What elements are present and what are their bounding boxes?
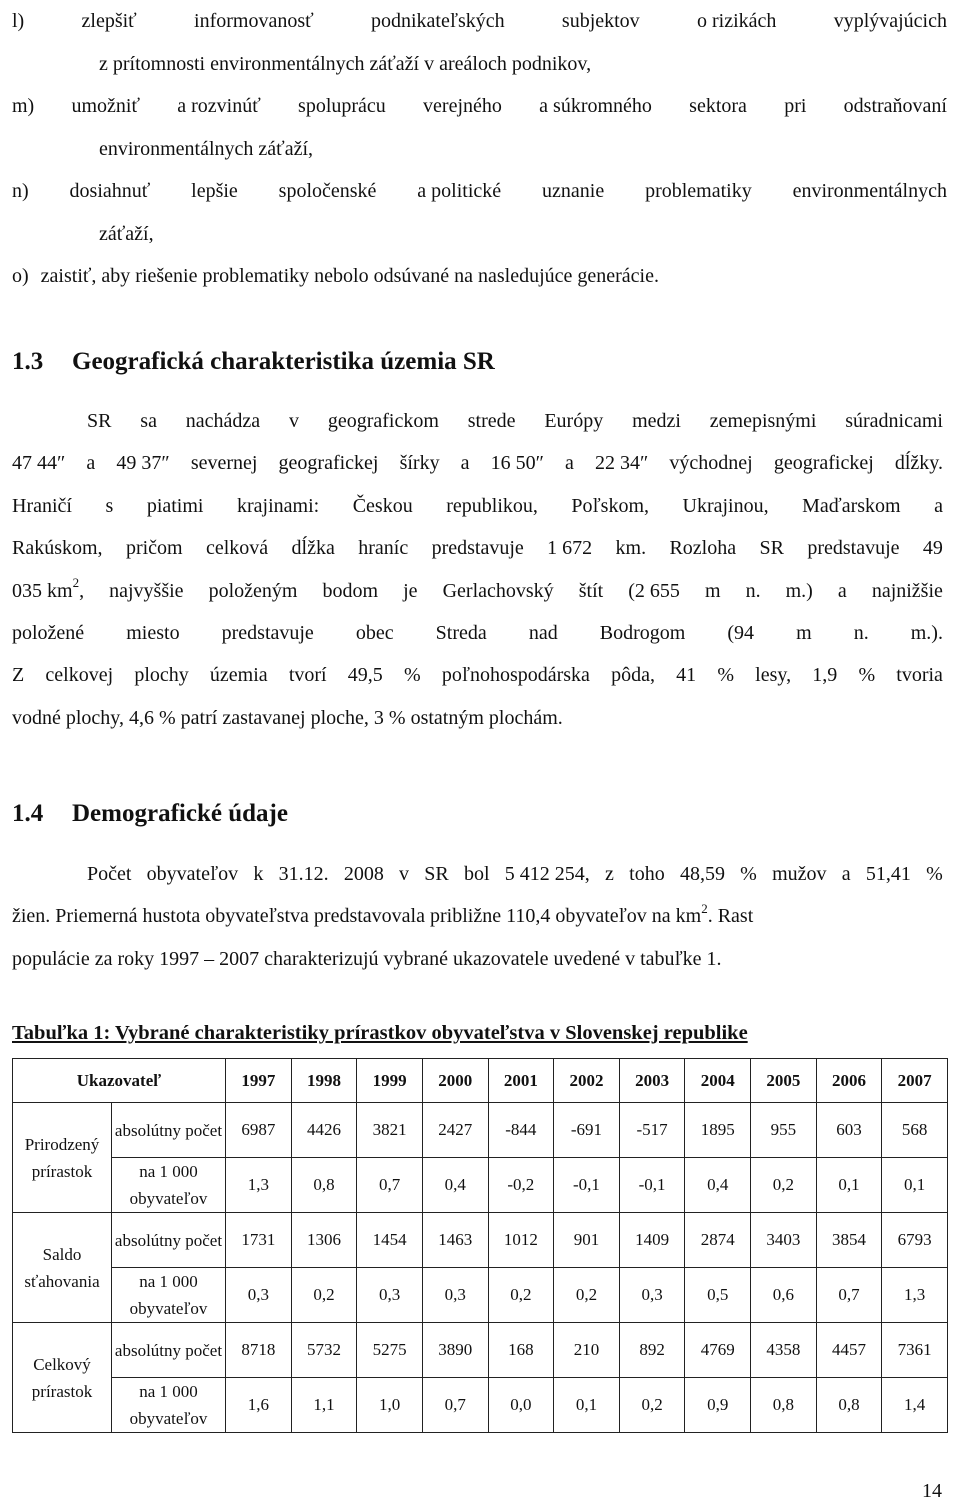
word: Maďarskom	[802, 494, 901, 517]
table-cell: 1463	[422, 1213, 488, 1268]
word: Gerlachovský	[442, 579, 554, 602]
word: Bodrogom	[599, 621, 686, 644]
word: %	[740, 863, 757, 885]
word: bodom	[322, 579, 379, 602]
table-cell: -0,1	[619, 1158, 685, 1213]
word: 31.12.	[278, 863, 329, 885]
table-row	[13, 1378, 948, 1433]
word: SR	[87, 410, 112, 432]
row-label: na 1 000 obyvateľov	[112, 1268, 226, 1323]
word: umožniť	[71, 95, 141, 117]
table-cell: 901	[554, 1213, 620, 1268]
word: miesto	[126, 621, 180, 644]
word: Rakúskom,	[12, 537, 103, 560]
table-cell: 0,2	[488, 1268, 554, 1323]
word: a súkromného	[539, 95, 652, 117]
word: a	[837, 579, 847, 602]
table-cell: -844	[488, 1103, 554, 1158]
word: a politické	[417, 180, 502, 202]
word: 49	[922, 537, 943, 560]
word: (94	[727, 621, 755, 644]
word: hraníc	[358, 537, 409, 560]
word: m.).	[910, 621, 943, 644]
table-row	[13, 1268, 948, 1323]
text-line	[12, 853, 943, 895]
word: tvorí	[288, 664, 327, 687]
table-cell: 2427	[422, 1103, 488, 1158]
text-line	[12, 442, 943, 484]
word: 41	[676, 664, 697, 687]
word: Počet	[87, 863, 132, 885]
group-label: Saldo sťahovania	[13, 1213, 112, 1323]
list-marker: l)	[12, 10, 25, 32]
table-cell: 1,4	[882, 1378, 948, 1433]
word: lepšie	[191, 180, 238, 202]
table-cell: 955	[751, 1103, 817, 1158]
word: 5 412 254,	[504, 863, 590, 885]
table-cell: 8718	[226, 1323, 292, 1378]
table-cell: 0,3	[619, 1268, 685, 1323]
text-line: populácie za roky 1997 – 2007 charakterizujú vybrané ukazovatele uvedené v tabuľke 1.	[12, 947, 722, 970]
word: 51,41	[865, 863, 911, 885]
superscript: 2	[72, 574, 80, 590]
word: sa	[140, 410, 157, 432]
list-marker: m)	[12, 95, 35, 117]
header-year: 2001	[488, 1059, 554, 1103]
list-item	[12, 170, 947, 213]
word: a	[841, 863, 851, 885]
table-cell: 892	[619, 1323, 685, 1378]
word: spoluprácu	[298, 95, 386, 117]
word: o rizikách	[696, 10, 777, 32]
word: 035 $km^2$,	[12, 574, 85, 602]
table-row	[13, 1323, 948, 1378]
word: SR	[759, 537, 784, 560]
list-item	[12, 0, 947, 43]
list-item-text: zaistiť, aby riešenie problematiky nebolo odsúvané na nasledujúce generácie.	[40, 265, 659, 287]
table-row	[13, 1213, 948, 1268]
list-item-continuation: záťaží,	[99, 222, 154, 245]
word: problematiky	[645, 180, 752, 202]
table-caption: Tabuľka 1: Vybrané charakteristiky prírastkov obyvateľstva v Slovenskej republike	[12, 1022, 748, 1044]
word: obec	[355, 621, 394, 644]
word: Streda	[435, 621, 487, 644]
word: 22 34″	[595, 452, 649, 475]
table-cell: 4426	[291, 1103, 357, 1158]
table-cell: 0,7	[422, 1378, 488, 1433]
word: podnikateľských	[370, 10, 505, 32]
table-row	[13, 1103, 948, 1158]
word: poľnohospodárska	[441, 664, 590, 687]
word: Českou	[352, 494, 413, 517]
list-item-continuation: environmentálnych záťaží,	[99, 137, 314, 160]
list-item	[12, 255, 947, 298]
word: vyplývajúcich	[833, 10, 947, 32]
word: predstavuje	[807, 537, 900, 560]
table-cell: 0,8	[291, 1158, 357, 1213]
table-cell: 0,0	[488, 1378, 554, 1433]
text-line	[12, 654, 943, 696]
text-line	[12, 570, 943, 612]
text-line	[12, 895, 943, 937]
page-number: 14	[922, 1480, 942, 1502]
word: severnej	[190, 452, 258, 475]
table-cell: 1306	[291, 1213, 357, 1268]
section-heading-demography: 1.4 Demografické údaje	[12, 800, 288, 827]
word: %	[926, 863, 943, 885]
word: km.	[615, 537, 647, 560]
word: geografickom	[327, 410, 439, 432]
word: m.)	[785, 579, 813, 602]
header-year: 2002	[554, 1059, 620, 1103]
word: plochy	[134, 664, 189, 687]
table-cell: 4769	[685, 1323, 751, 1378]
word: SR	[424, 863, 449, 885]
table-cell: 1,3	[882, 1268, 948, 1323]
row-label: na 1 000 obyvateľov	[112, 1158, 226, 1213]
table-cell: 603	[816, 1103, 882, 1158]
word: Európy	[544, 410, 604, 432]
row-label: absolútny počet	[112, 1323, 226, 1378]
word: dosiahnuť	[69, 180, 151, 202]
word: %	[403, 664, 421, 687]
word: z	[605, 863, 614, 885]
header-year: 2003	[619, 1059, 685, 1103]
table-cell: 0,5	[685, 1268, 751, 1323]
table-cell: 0,9	[685, 1378, 751, 1433]
goals-list	[12, 0, 947, 298]
text-line	[12, 612, 943, 654]
word: a rozvinúť	[177, 95, 261, 117]
header-indicator: Ukazovateľ	[13, 1059, 226, 1103]
table-cell: 5732	[291, 1323, 357, 1378]
table-cell: 1,6	[226, 1378, 292, 1433]
table-cell: 4358	[751, 1323, 817, 1378]
word: východnej	[669, 452, 753, 475]
table-cell: 1,3	[226, 1158, 292, 1213]
row-label: absolútny počet	[112, 1213, 226, 1268]
word: uznanie	[542, 180, 605, 202]
table-cell: 1,0	[357, 1378, 423, 1433]
list-item	[12, 85, 947, 128]
superscript: 2	[701, 900, 708, 916]
table-cell: 3821	[357, 1103, 423, 1158]
table-cell: 0,3	[357, 1268, 423, 1323]
table-cell: 7361	[882, 1323, 948, 1378]
word: pôda,	[611, 664, 655, 687]
table-cell: 1409	[619, 1213, 685, 1268]
table-cell: 0,8	[816, 1378, 882, 1433]
table-cell: 210	[554, 1323, 620, 1378]
group-label: Celkový prírastok	[13, 1323, 112, 1433]
table-cell: 5275	[357, 1323, 423, 1378]
text-line: vodné plochy, 4,6 % patrí zastavanej ploche, 3 % ostatným plochám.	[12, 706, 563, 729]
word: a	[565, 452, 574, 475]
word: Ukrajinou,	[682, 494, 769, 517]
word: (2 655	[628, 579, 680, 602]
word: Poľskom,	[571, 494, 649, 517]
word: odstraňovaní	[843, 95, 947, 117]
word: krajinami:	[237, 494, 320, 517]
table-cell: 1454	[357, 1213, 423, 1268]
geography-paragraph	[12, 400, 943, 739]
header-year: 1999	[357, 1059, 423, 1103]
word: m	[704, 579, 721, 602]
table-cell: 0,2	[751, 1158, 817, 1213]
table-cell: 0,3	[422, 1268, 488, 1323]
word: obyvateľov	[146, 863, 239, 885]
word: súradnicami	[845, 410, 943, 432]
list-marker: o)	[12, 265, 29, 287]
word: Rozloha	[669, 537, 737, 560]
table-cell: 6987	[226, 1103, 292, 1158]
word: %	[858, 664, 876, 687]
word: 2008	[343, 863, 384, 885]
word: mužov	[772, 863, 827, 885]
word: nachádza	[185, 410, 261, 432]
table-cell: 2874	[685, 1213, 751, 1268]
word: v	[289, 410, 300, 432]
table-cell: 168	[488, 1323, 554, 1378]
table-cell: 0,1	[816, 1158, 882, 1213]
header-year: 2007	[882, 1059, 948, 1103]
row-label: absolútny počet	[112, 1103, 226, 1158]
word: sektora	[689, 95, 747, 117]
word: územia	[209, 664, 268, 687]
word: zemepisnými	[709, 410, 817, 432]
word: pričom	[125, 537, 183, 560]
header-year: 1998	[291, 1059, 357, 1103]
table-cell: 0,4	[685, 1158, 751, 1213]
table-cell: 0,2	[619, 1378, 685, 1433]
row-label: na 1 000 obyvateľov	[112, 1378, 226, 1433]
word: informovanosť	[194, 10, 314, 32]
word: najvyššie	[109, 579, 184, 602]
word: geografickej	[773, 452, 874, 475]
word: toho	[629, 863, 665, 885]
table-cell: 6793	[882, 1213, 948, 1268]
word: pri	[784, 95, 807, 117]
table-cell: 0,8	[751, 1378, 817, 1433]
word: Hraničí	[12, 494, 72, 517]
word: 1 672	[547, 537, 593, 560]
table-cell: -517	[619, 1103, 685, 1158]
word: s	[105, 494, 114, 517]
word: 49 37″	[116, 452, 170, 475]
text-segment: žien. Priemerná hustota obyvateľstva predstavovala približne 110,4 obyvateľov na $km^2$. Rast	[12, 900, 754, 928]
word: m	[796, 621, 812, 644]
table-cell: -0,1	[554, 1158, 620, 1213]
word: tvoria	[896, 664, 943, 687]
list-item-continuation: z prítomnosti environmentálnych záťaží v areáloch podnikov,	[99, 52, 592, 75]
header-year: 2006	[816, 1059, 882, 1103]
table-cell: 1895	[685, 1103, 751, 1158]
word: 1,9	[812, 664, 838, 687]
table-cell: -691	[554, 1103, 620, 1158]
word: verejného	[423, 95, 502, 117]
word: subjektov	[561, 10, 640, 32]
word: položeným	[208, 579, 298, 602]
word: štít	[578, 579, 604, 602]
table-header-row	[13, 1059, 948, 1103]
word: je	[403, 579, 418, 602]
table-cell: 3890	[422, 1323, 488, 1378]
word: najnižšie	[871, 579, 943, 602]
word: šírky	[399, 452, 440, 475]
word: dĺžka	[291, 537, 335, 560]
word: n.	[745, 579, 761, 602]
word: zlepšiť	[81, 10, 137, 32]
word: n.	[853, 621, 869, 644]
word: položené	[12, 621, 85, 644]
word: v	[399, 863, 410, 885]
word: predstavuje	[221, 621, 314, 644]
word: 47 44″	[12, 452, 66, 475]
table-cell: 3403	[751, 1213, 817, 1268]
table-cell: 1,1	[291, 1378, 357, 1433]
table-cell: 0,2	[554, 1268, 620, 1323]
word: Z	[12, 664, 25, 687]
text-line	[12, 527, 943, 569]
header-year: 1997	[226, 1059, 292, 1103]
word: nad	[528, 621, 558, 644]
word: spoločenské	[278, 180, 377, 202]
table-cell: 0,1	[882, 1158, 948, 1213]
table-cell: 1731	[226, 1213, 292, 1268]
list-marker: n)	[12, 180, 29, 202]
word: republikou,	[446, 494, 538, 517]
word: k	[253, 863, 264, 885]
table-cell: 4457	[816, 1323, 882, 1378]
demography-paragraph	[12, 853, 943, 980]
table-cell: 0,6	[751, 1268, 817, 1323]
table-cell: 0,3	[226, 1268, 292, 1323]
word: geografickej	[278, 452, 379, 475]
word: lesy,	[755, 664, 792, 687]
table-cell: 0,1	[554, 1378, 620, 1433]
group-label: Prirodzený prírastok	[13, 1103, 112, 1213]
word: a	[86, 452, 96, 475]
word: bol	[463, 863, 490, 885]
header-year: 2000	[422, 1059, 488, 1103]
word: 49,5	[347, 664, 383, 687]
word: a	[934, 494, 943, 517]
table-cell: 3854	[816, 1213, 882, 1268]
table-row	[13, 1158, 948, 1213]
word: dĺžky.	[894, 452, 943, 475]
population-table	[12, 1058, 948, 1433]
table-cell: 0,2	[291, 1268, 357, 1323]
header-year: 2005	[751, 1059, 817, 1103]
word: medzi	[632, 410, 681, 432]
word: %	[717, 664, 734, 687]
word: environmentálnych	[792, 180, 947, 202]
text-line	[12, 485, 943, 527]
word: celková	[205, 537, 269, 560]
text-line	[12, 400, 943, 442]
table-cell: -0,2	[488, 1158, 554, 1213]
table-cell: 1012	[488, 1213, 554, 1268]
word: predstavuje	[431, 537, 524, 560]
word: strede	[467, 410, 516, 432]
section-heading-geography: 1.3 Geografická charakteristika územia SR	[12, 348, 495, 375]
header-year: 2004	[685, 1059, 751, 1103]
word: a	[460, 452, 470, 475]
table-cell: 0,4	[422, 1158, 488, 1213]
table-cell: 568	[882, 1103, 948, 1158]
table-cell: 0,7	[816, 1268, 882, 1323]
word: 16 50″	[490, 452, 544, 475]
word: celkovej	[45, 664, 114, 687]
word: piatimi	[146, 494, 204, 517]
table-cell: 0,7	[357, 1158, 423, 1213]
word: 48,59	[679, 863, 725, 885]
